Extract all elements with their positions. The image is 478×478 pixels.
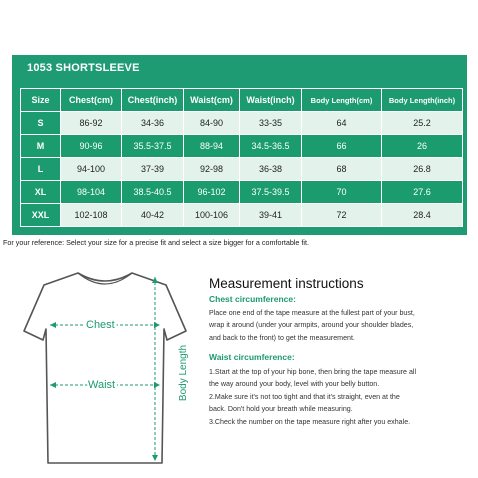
header-size: Size (20, 88, 61, 112)
header-chest-cm: Chest(cm) (61, 88, 122, 112)
chest-instruction-line: and back to the front) to get the measurement. (209, 333, 355, 342)
chest-cm-cell: 102-108 (61, 204, 122, 227)
body-length-inch-cell: 26 (382, 135, 463, 158)
chest-instruction-line: Place one end of the tape measure at the fullest part of your bust, (209, 309, 415, 317)
waist-inch-cell: 36-38 (240, 158, 302, 181)
size-cell: XXL (20, 204, 61, 227)
table-row (20, 158, 463, 181)
table-row (20, 135, 463, 158)
waist-inch-cell: 39-41 (240, 204, 302, 227)
body-length-inch-cell: 27.6 (382, 181, 463, 204)
waist-circumference-title: Waist circumference: (209, 352, 295, 362)
chest-inch-cell: 34-36 (122, 112, 184, 135)
waist-instruction-line: 2.Make sure it's not too tight and that it's straight, even at the (209, 392, 400, 401)
size-cell: L (20, 158, 61, 181)
waist-cm-cell: 88-94 (184, 135, 240, 158)
body-length-inch-cell: 26.8 (382, 158, 463, 181)
waist-inch-cell: 34.5-36.5 (240, 135, 302, 158)
waist-cm-cell: 96-102 (184, 181, 240, 204)
size-cell: XL (20, 181, 61, 204)
chest-inch-cell: 38.5-40.5 (122, 181, 184, 204)
size-cell: M (20, 135, 61, 158)
waist-instruction-line: the way around your body, level with your belly button. (209, 380, 380, 389)
waist-instruction-line: back. Don't hold your breath while measuring. (209, 405, 353, 414)
waist-label: Waist (88, 379, 116, 391)
size-chart-table (20, 88, 463, 227)
body-length-label: Body Length (178, 344, 189, 402)
body-length-cm-cell: 72 (302, 204, 382, 227)
header-waist-inch: Waist(inch) (240, 88, 302, 112)
waist-instruction-line: 3.Check the number on the tape measure right after you exhale. (209, 417, 411, 426)
body-length-cm-cell: 70 (302, 181, 382, 204)
body-length-cm-cell: 68 (302, 158, 382, 181)
reference-note: For your reference: Select your size for a precise fit and select a size bigger for a comfortable fit. (3, 238, 310, 247)
tshirt-outline (24, 273, 186, 463)
header-chest-inch: Chest(inch) (122, 88, 184, 112)
body-length-cm-cell: 64 (302, 112, 382, 135)
table-row (20, 181, 463, 204)
table-row (20, 112, 463, 135)
header-body-length-inch: Body Length(inch) (382, 88, 463, 112)
chest-inch-cell: 37-39 (122, 158, 184, 181)
table-row (20, 204, 463, 227)
chest-inch-cell: 40-42 (122, 204, 184, 227)
chest-cm-cell: 86-92 (61, 112, 122, 135)
chest-cm-cell: 90-96 (61, 135, 122, 158)
size-chart-title: 1053 SHORTSLEEVE (27, 62, 140, 74)
tshirt-diagram (20, 265, 195, 470)
body-length-inch-cell: 25.2 (382, 112, 463, 135)
waist-instructions (209, 366, 416, 428)
waist-cm-cell: 84-90 (184, 112, 240, 135)
header-waist-cm: Waist(cm) (184, 88, 240, 112)
body-length-cm-cell: 66 (302, 135, 382, 158)
chest-inch-cell: 35.5-37.5 (122, 135, 184, 158)
waist-inch-cell: 33-35 (240, 112, 302, 135)
chest-instruction-line: wrap it around (under your armpits, around your shoulder blades, (209, 321, 414, 330)
waist-cm-cell: 92-98 (184, 158, 240, 181)
waist-instruction-line: 1.Start at the top of your hip bone, then bring the tape measure all (209, 368, 417, 376)
size-cell: S (20, 112, 61, 135)
chest-cm-cell: 94-100 (61, 158, 122, 181)
table-header-row (20, 88, 463, 112)
chest-circumference-title: Chest circumference: (209, 294, 296, 304)
chest-cm-cell: 98-104 (61, 181, 122, 204)
chest-instructions (209, 307, 415, 344)
chest-label: Chest (86, 319, 115, 331)
waist-inch-cell: 37.5-39.5 (240, 181, 302, 204)
waist-cm-cell: 100-106 (184, 204, 240, 227)
body-length-inch-cell: 28.4 (382, 204, 463, 227)
header-body-length-cm: Body Length(cm) (302, 88, 382, 112)
instructions-heading: Measurement instructions (209, 276, 364, 291)
